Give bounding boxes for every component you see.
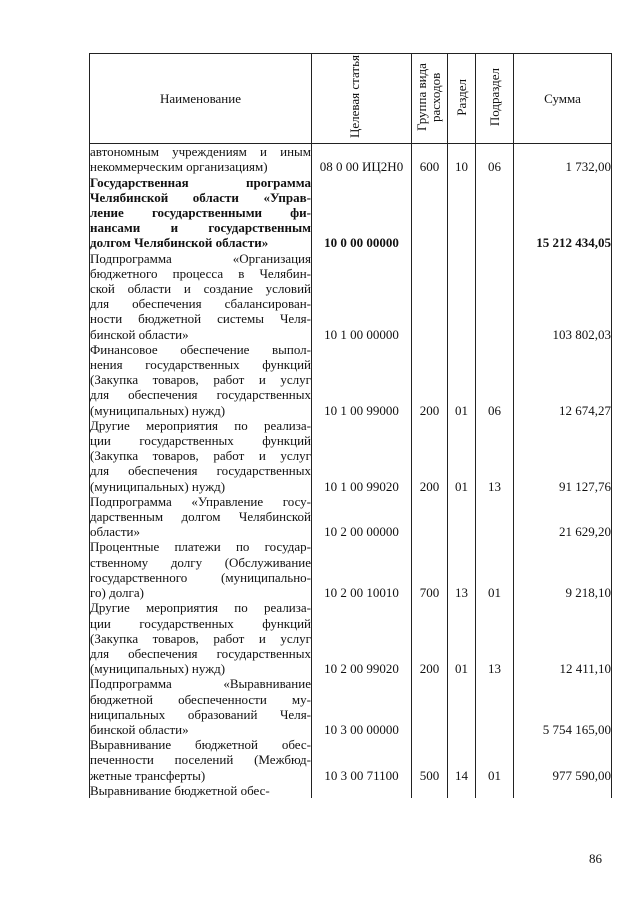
row-section: 10 <box>448 144 476 175</box>
row-name <box>90 342 312 418</box>
row-group <box>412 251 448 342</box>
table-header-row <box>90 54 612 144</box>
row-name-line: (Закупка товаров, работ и услуг <box>90 448 311 464</box>
row-section: 01 <box>448 342 476 418</box>
row-name-line: го) долга) <box>90 585 144 601</box>
row-name-line: ции государственных функций <box>90 433 311 449</box>
row-name-line: печенности поселений (Межбюд- <box>90 752 311 768</box>
row-name <box>90 600 312 676</box>
row-name-line: бинской области» <box>90 326 189 342</box>
header-subsection: Подраздел <box>476 54 514 144</box>
row-section: 13 <box>448 539 476 600</box>
row-name-line: для обеспечения сбалансирован- <box>90 296 311 312</box>
row-section <box>448 494 476 540</box>
row-target-code <box>312 783 412 798</box>
row-name <box>90 737 312 783</box>
row-name-line: Выравнивание бюджетной обес- <box>90 737 311 753</box>
row-group: 200 <box>412 342 448 418</box>
row-name-line: ление государственными фи- <box>90 205 311 221</box>
row-group: 500 <box>412 737 448 783</box>
row-sum: 977 590,00 <box>514 737 612 783</box>
row-sum: 91 127,76 <box>514 418 612 494</box>
page-number: 86 <box>589 851 602 866</box>
row-target-code: 08 0 00 ИЦ2Н0 <box>312 144 412 175</box>
row-name-line: дарственным долгом Челябинской <box>90 509 311 525</box>
row-subsection: 01 <box>476 737 514 783</box>
row-name-line: (муниципальных) нужд) <box>90 661 226 677</box>
row-subsection: 06 <box>476 144 514 175</box>
row-name-line: бинской области» <box>90 721 189 737</box>
row-name-line: некоммерческим организациям) <box>90 159 268 175</box>
row-target-code: 10 1 00 00000 <box>312 251 412 342</box>
table-row <box>90 342 612 418</box>
table-row <box>90 418 612 494</box>
row-name-line: жетные трансферты) <box>90 767 206 783</box>
row-group: 200 <box>412 418 448 494</box>
row-name-line: ности бюджетной системы Челя- <box>90 311 311 327</box>
header-target: Целевая статья <box>312 54 412 144</box>
row-name-line: (муниципальных) нужд) <box>90 478 226 494</box>
row-name-line: ственному долгу (Обслуживание <box>90 554 311 570</box>
table-row <box>90 539 612 600</box>
row-name-line: Подпрограмма «Организация <box>90 250 311 266</box>
table-row <box>90 737 612 783</box>
row-name-line: Государственная программа <box>90 174 311 190</box>
row-name-line: Выравнивание бюджетной обес- <box>90 782 270 798</box>
table-body <box>90 144 612 798</box>
row-target-code: 10 3 00 71100 <box>312 737 412 783</box>
row-target-code: 10 2 00 00000 <box>312 494 412 540</box>
row-name-line: бюджетной обеспеченности му- <box>90 691 311 707</box>
row-subsection: 13 <box>476 418 514 494</box>
row-section <box>448 175 476 251</box>
row-group <box>412 783 448 798</box>
row-name-line: долгом Челябинской области» <box>90 235 269 251</box>
row-subsection: 06 <box>476 342 514 418</box>
row-name-line: Другие мероприятия по реализа- <box>90 600 311 616</box>
row-subsection <box>476 676 514 737</box>
row-name-line: Другие мероприятия по реализа- <box>90 417 311 433</box>
row-subsection <box>476 251 514 342</box>
row-name-line: нансами и государственным <box>90 220 311 236</box>
row-target-code: 10 2 00 99020 <box>312 600 412 676</box>
row-name <box>90 251 312 342</box>
row-section <box>448 783 476 798</box>
row-name-line: для обеспечения государственных <box>90 387 311 403</box>
row-subsection: 13 <box>476 600 514 676</box>
row-target-code: 10 0 00 00000 <box>312 175 412 251</box>
row-sum: 12 411,10 <box>514 600 612 676</box>
row-group: 700 <box>412 539 448 600</box>
row-name-line: для обеспечения государственных <box>90 645 311 661</box>
row-target-code: 10 3 00 00000 <box>312 676 412 737</box>
table-row <box>90 251 612 342</box>
row-section <box>448 676 476 737</box>
row-group <box>412 175 448 251</box>
row-section: 14 <box>448 737 476 783</box>
row-sum: 15 212 434,05 <box>514 175 612 251</box>
budget-table <box>89 53 612 798</box>
header-section: Раздел <box>448 54 476 144</box>
header-name: Наименование <box>90 54 312 144</box>
table-row <box>90 783 612 798</box>
row-sum: 21 629,20 <box>514 494 612 540</box>
table-row <box>90 494 612 540</box>
table-row <box>90 600 612 676</box>
row-group: 200 <box>412 600 448 676</box>
table-row <box>90 144 612 175</box>
row-name <box>90 539 312 600</box>
row-name-line: автономным учреждениям и иным <box>90 144 311 160</box>
row-name <box>90 676 312 737</box>
row-name <box>90 144 312 175</box>
row-name-line: ции государственных функций <box>90 615 311 631</box>
row-subsection <box>476 175 514 251</box>
table-row <box>90 175 612 251</box>
row-subsection <box>476 783 514 798</box>
row-name-line: ской области и создание условий <box>90 281 311 297</box>
row-name-line: государственного (муниципально- <box>90 569 311 585</box>
row-name <box>90 494 312 540</box>
row-name-line: области» <box>90 524 140 540</box>
row-sum: 1 732,00 <box>514 144 612 175</box>
row-name-line: бюджетного процесса в Челябин- <box>90 265 311 281</box>
row-name-line: ниципальных образований Челя- <box>90 706 311 722</box>
row-name-line: нения государственных функций <box>90 357 311 373</box>
row-target-code: 10 1 00 99020 <box>312 418 412 494</box>
table-row <box>90 676 612 737</box>
row-name <box>90 175 312 251</box>
row-name <box>90 418 312 494</box>
row-section <box>448 251 476 342</box>
row-name-line: (Закупка товаров, работ и услуг <box>90 630 311 646</box>
row-name-line: Подпрограмма «Управление госу- <box>90 493 311 509</box>
row-name-line: для обеспечения государственных <box>90 463 311 479</box>
row-name-line: Челябинской области «Управ- <box>90 189 311 205</box>
row-name-line: Финансовое обеспечение выпол- <box>90 341 311 357</box>
row-subsection <box>476 494 514 540</box>
row-subsection: 01 <box>476 539 514 600</box>
row-sum: 12 674,27 <box>514 342 612 418</box>
row-section: 01 <box>448 600 476 676</box>
row-section: 01 <box>448 418 476 494</box>
header-group: Группа вида расходов <box>412 54 448 144</box>
row-sum: 103 802,03 <box>514 251 612 342</box>
row-name-line: Подпрограмма «Выравнивание <box>90 676 311 692</box>
row-name-line: (Закупка товаров, работ и услуг <box>90 372 311 388</box>
header-sum: Сумма <box>514 54 612 144</box>
row-target-code: 10 1 00 99000 <box>312 342 412 418</box>
row-sum <box>514 783 612 798</box>
row-group <box>412 676 448 737</box>
row-name-line: Процентные платежи по государ- <box>90 539 311 555</box>
row-name-line: (муниципальных) нужд) <box>90 402 226 418</box>
row-sum: 9 218,10 <box>514 539 612 600</box>
row-name <box>90 783 312 798</box>
row-group: 600 <box>412 144 448 175</box>
row-sum: 5 754 165,00 <box>514 676 612 737</box>
row-group <box>412 494 448 540</box>
row-target-code: 10 2 00 10010 <box>312 539 412 600</box>
